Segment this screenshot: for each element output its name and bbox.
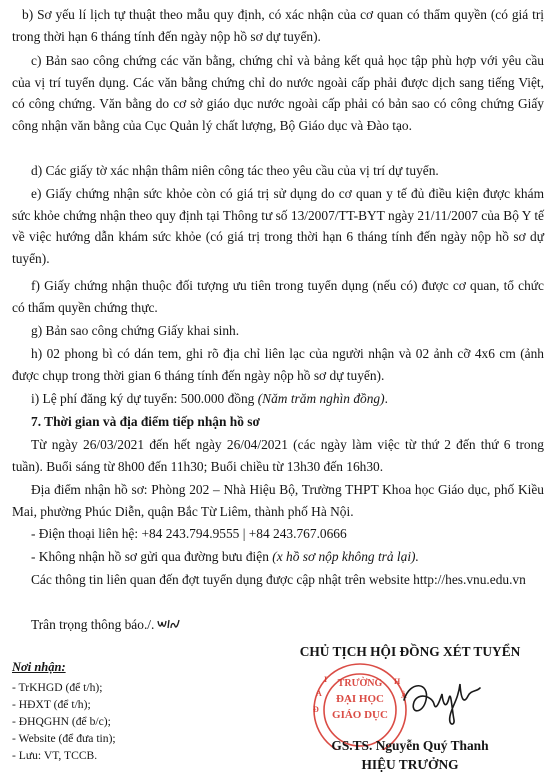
signer-block	[285, 736, 535, 774]
item-i	[12, 388, 544, 410]
svg-text:À: À	[401, 691, 407, 700]
svg-text:ĐẠI HỌC: ĐẠI HỌC	[336, 693, 384, 705]
item-c	[12, 50, 544, 136]
item-c-prefix: c)	[31, 53, 42, 68]
item-d-text: Các giấy tờ xác nhận thâm niên công tác theo yêu cầu của vị trí dự tuyển.	[45, 163, 439, 178]
item-i-text: Lệ phí đăng ký dự tuyển: 500.000 đồng	[42, 391, 255, 406]
item-d-prefix: d)	[31, 163, 43, 178]
item-h-prefix: h)	[31, 346, 43, 361]
signer-name: GS.TS. Nguyễn Quý Thanh	[331, 738, 489, 753]
no-post-italic: (x hồ sơ nộp không trả lại).	[272, 549, 419, 564]
item-f-text: Giấy chứng nhận thuộc đối tượng ưu tiên trong tuyển dụng (nếu có) được cơ quan, tổ chức có thẩm quyền chứng thực.	[12, 278, 544, 315]
item-f-prefix: f)	[31, 278, 40, 293]
section-7-time: Từ ngày 26/03/2021 đến hết ngày 26/04/2021 (các ngày làm việc từ thứ 2 đến thứ 6 trong tuần). Buổi sáng từ 8h00 đến 11h30; Buổi chiều từ 13h30 đến 16h30.	[12, 437, 544, 474]
no-post-text: - Không nhận hồ sơ gửi qua đường bưu điện	[31, 549, 269, 564]
recipient-item: - ĐHQGHN (để b/c);	[12, 715, 111, 728]
recipient-item: - TrKHGD (để t/h);	[12, 681, 103, 694]
section-7-no-post	[12, 546, 544, 568]
svg-text:A: A	[316, 689, 322, 698]
item-b-prefix: b)	[22, 7, 34, 22]
item-c-text: Bản sao công chứng các văn bằng, chứng chỉ và bảng kết quả học tập phù hợp với yêu cầu của vị trí tuyển dụng. Các văn bằng chứng chỉ do nước ngoài cấp phải được dịch sang tiếng Việt, có công chứng. Văn bằng do cơ sở giáo dục nước ngoài cấp phải có bản sao có công chứng Giấy công nhận văn bằng của Cục Quản lý chất lượng, Bộ Giáo dục và Đào tạo.	[12, 53, 544, 133]
closing-text: Trân trọng thông báo./.	[31, 617, 155, 632]
svg-text:GIÁO DỤC: GIÁO DỤC	[332, 709, 388, 721]
svg-text:TRƯỜNG: TRƯỜNG	[337, 678, 383, 689]
item-b	[12, 4, 544, 47]
handwritten-signature-icon	[396, 670, 486, 730]
item-h	[12, 343, 544, 386]
item-i-prefix: i)	[31, 391, 40, 406]
item-i-end: .	[384, 391, 388, 406]
signer-position: HIỆU TRƯỞNG	[361, 757, 459, 772]
item-g-prefix: g)	[31, 323, 43, 338]
item-i-italic: (Năm trăm nghìn đồng)	[257, 391, 385, 406]
section-7-website: Các thông tin liên quan đến đợt tuyển dụng được cập nhật trên website http://hes.vnu.edu.vn	[31, 572, 526, 587]
section-7-place: Địa điểm nhận hồ sơ: Phòng 202 – Nhà Hiệu Bộ, Trường THPT Khoa học Giáo dục, phố Kiều Mai, phường Phúc Diễn, quận Bắc Từ Liêm, thành phố Hà Nội.	[12, 482, 544, 519]
initial-mark-icon	[156, 617, 180, 631]
closing-line	[12, 614, 544, 636]
recipient-item: - Lưu: VT, TCCB.	[12, 749, 98, 762]
item-h-text: 02 phong bì có dán tem, ghi rõ địa chỉ liên lạc của người nhận và 02 ảnh cỡ 4x6 cm (ảnh được chụp trong thời gian 6 tháng tính đến ngày nộp hồ sơ dự tuyển).	[12, 346, 544, 383]
svg-text:Đ: Đ	[313, 705, 319, 714]
item-e-text: Giấy chứng nhận sức khỏe còn có giá trị sử dụng do cơ quan y tế đủ điều kiện được khám sức khỏe chứng nhận theo quy định tại Thông tư số 13/2007/TT-BYT ngày 21/11/2007 của Bộ Y tế về việc hướng dẫn khám sức khỏe (có giá trị trong thời hạn 6 tháng tính đến ngày nộp hồ sơ dự tuyển).	[12, 186, 544, 266]
section-7-phone: - Điện thoại liên hệ: +84 243.794.9555 | +84 243.767.0666	[31, 526, 347, 541]
svg-text:I: I	[324, 675, 328, 684]
item-e-prefix: e)	[31, 186, 42, 201]
signer-title: CHỦ TỊCH HỘI ĐỒNG XÉT TUYỂN	[299, 644, 521, 659]
recipient-item: - Website (để đưa tin);	[12, 732, 116, 745]
section-7-heading: 7. Thời gian và địa điểm tiếp nhận hồ sơ	[31, 414, 260, 429]
item-g-text: Bản sao công chứng Giấy khai sinh.	[45, 323, 240, 338]
svg-text:H: H	[394, 677, 401, 686]
recipient-item: - HĐXT (để t/h);	[12, 698, 91, 711]
recipients-list	[12, 679, 116, 764]
item-b-text: Sơ yếu lí lịch tự thuật theo mẫu quy định, có xác nhận của cơ quan có thẩm quyền (có giá trị trong thời hạn 6 tháng tính đến ngày nộp hồ sơ dự tuyển).	[12, 7, 544, 44]
item-d	[12, 160, 544, 182]
item-f	[12, 275, 544, 318]
item-e	[12, 183, 544, 269]
recipients-title: Nơi nhận:	[12, 660, 66, 674]
item-g	[12, 320, 544, 342]
